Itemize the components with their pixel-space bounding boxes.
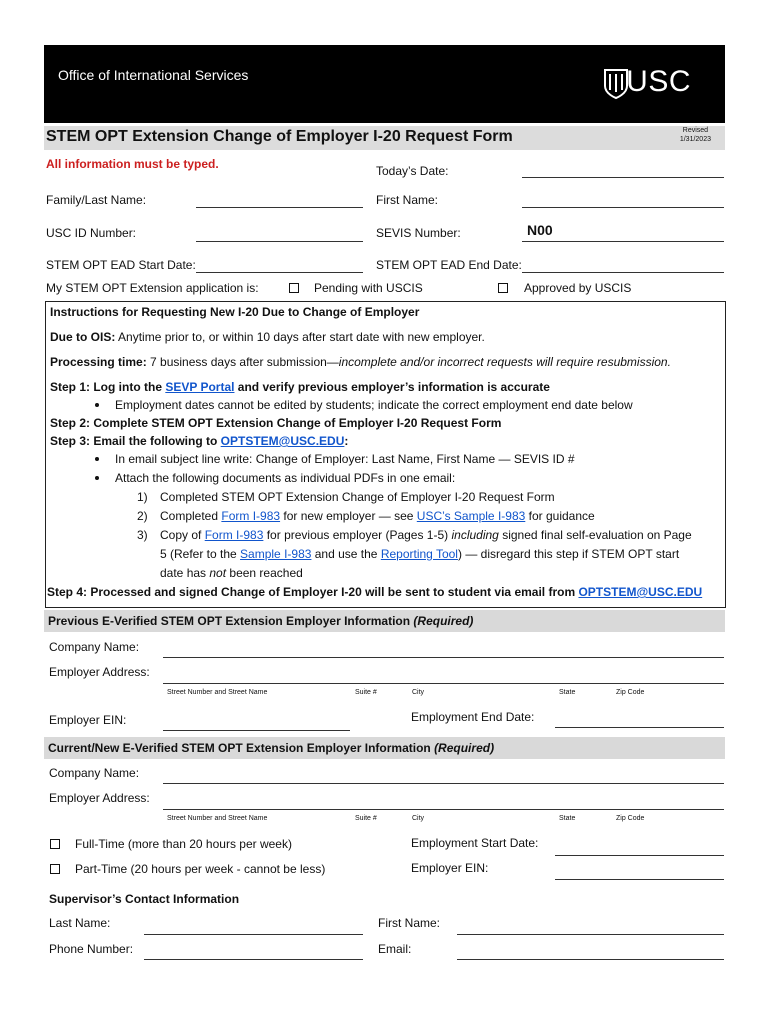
processing-label: Processing time: [50, 355, 147, 369]
sup-email-field[interactable] [457, 959, 724, 960]
sup-last-field[interactable] [144, 934, 363, 935]
due-line [50, 330, 485, 344]
step1-bullet: Employment dates cannot be edited by students; indicate the correct employment end date below [115, 398, 633, 412]
sevis-field[interactable] [522, 241, 724, 242]
revision-note [680, 126, 711, 144]
processing-warning: incomplete and/or incorrect requests will require resubmission. [338, 355, 671, 369]
usc-seal-icon [603, 68, 629, 100]
fulltime-checkbox[interactable] [50, 839, 60, 849]
item2 [160, 509, 595, 523]
curr-company-label: Company Name: [49, 766, 140, 780]
curr-ein-field[interactable] [555, 879, 724, 880]
curr-required: (Required) [434, 741, 495, 755]
sup-email-label: Email: [378, 942, 412, 956]
item3-text-g: date has [160, 566, 210, 580]
ead-start-field[interactable] [196, 272, 363, 273]
sup-phone-field[interactable] [144, 959, 363, 960]
sample-i983-link[interactable]: Sample I-983 [240, 547, 312, 561]
form-i983-link[interactable]: Form I-983 [204, 528, 264, 542]
office-title: Office of International Services [58, 67, 249, 83]
revised-date: 1/31/2023 [679, 136, 711, 143]
prev-suite-sublabel: Suite # [355, 689, 377, 696]
typed-notice: All information must be typed. [46, 157, 219, 171]
instructions-heading: Instructions for Requesting New I-20 Due to Change of Employer [50, 305, 420, 319]
sup-first-label: First Name: [378, 916, 441, 930]
step3-bullet1: In email subject line write: Change of Employer: Last Name, First Name — SEVIS ID # [115, 452, 575, 466]
curr-company-field[interactable] [163, 783, 724, 784]
sup-phone-label: Phone Number: [49, 942, 134, 956]
processing-text: 7 business days after submission— [146, 355, 339, 369]
bullet-icon [95, 476, 99, 480]
bullet-icon [95, 403, 99, 407]
due-label: Due to OIS: [50, 330, 116, 344]
item3-line3 [160, 566, 303, 580]
prev-company-field[interactable] [163, 657, 724, 658]
pending-checkbox[interactable] [289, 283, 299, 293]
prev-street-sublabel: Street Number and Street Name [167, 689, 268, 696]
due-text: Anytime prior to, or within 10 days after start date with new employer. [115, 330, 485, 344]
item3-text-d: 5 (Refer to the [160, 547, 241, 561]
prev-required: (Required) [413, 614, 474, 628]
step4-text: Step 4: Processed and signed Change of Employer I-20 will be sent to student via email from [47, 585, 579, 599]
prev-end-date-field[interactable] [555, 727, 724, 728]
todays-date-label: Today’s Date: [376, 164, 449, 178]
prev-address-field[interactable] [163, 683, 724, 684]
parttime-checkbox[interactable] [50, 864, 60, 874]
curr-suite-sublabel: Suite # [355, 815, 377, 822]
usc-id-label: USC ID Number: [46, 226, 137, 240]
sevis-prefix: N00 [527, 222, 553, 238]
prev-company-label: Company Name: [49, 640, 140, 654]
item3-number: 3) [137, 528, 148, 542]
approved-label: Approved by USCIS [524, 281, 632, 295]
app-status-label: My STEM OPT Extension application is: [46, 281, 259, 295]
fulltime-label: Full-Time (more than 20 hours per week) [75, 837, 292, 851]
prev-ein-label: Employer EIN: [49, 713, 127, 727]
item3-text-h: been reached [226, 566, 303, 580]
curr-address-label: Employer Address: [49, 791, 150, 805]
form-title: STEM OPT Extension Change of Employer I-20 Request Form [46, 128, 513, 145]
curr-zip-sublabel: Zip Code [616, 815, 645, 822]
form-i983-link[interactable]: Form I-983 [221, 509, 281, 523]
prev-address-label: Employer Address: [49, 665, 150, 679]
optstem-email-link[interactable]: OPTSTEM@USC.EDU [578, 585, 703, 599]
todays-date-field[interactable] [522, 177, 724, 178]
ead-end-field[interactable] [522, 272, 724, 273]
first-name-field[interactable] [522, 207, 724, 208]
supervisor-heading: Supervisor’s Contact Information [49, 892, 240, 906]
item2-number: 2) [137, 509, 148, 523]
item3-text-e: and use the [311, 547, 381, 561]
step1-text-a: Step 1: Log into the [50, 380, 166, 394]
curr-heading-text: Current/New E-Verified STEM OPT Extension Employer Information [48, 741, 435, 755]
step4 [47, 585, 702, 599]
item3-italic2: not [209, 566, 227, 580]
item3-line1 [160, 528, 692, 542]
item3-text-a: Copy of [160, 528, 205, 542]
optstem-email-link[interactable]: OPTSTEM@USC.EDU [220, 434, 345, 448]
family-name-label: Family/Last Name: [46, 193, 147, 207]
curr-address-field[interactable] [163, 809, 724, 810]
prev-ein-field[interactable] [163, 730, 350, 731]
curr-start-date-label: Employment Start Date: [411, 836, 539, 850]
step1 [50, 380, 550, 394]
form-title-bar [44, 126, 725, 150]
ead-start-label: STEM OPT EAD Start Date: [46, 258, 196, 272]
sup-last-label: Last Name: [49, 916, 111, 930]
curr-employer-heading [48, 741, 494, 755]
approved-checkbox[interactable] [498, 283, 508, 293]
item3-italic: including [451, 528, 499, 542]
family-name-field[interactable] [196, 207, 363, 208]
usc-id-field[interactable] [196, 241, 363, 242]
prev-heading-text: Previous E-Verified STEM OPT Extension Employer Information [48, 614, 414, 628]
usc-logo: USC [626, 65, 691, 98]
sevp-portal-link[interactable]: SEVP Portal [165, 380, 235, 394]
item1: Completed STEM OPT Extension Change of Employer I-20 Request Form [160, 490, 555, 504]
curr-state-sublabel: State [559, 815, 576, 822]
curr-city-sublabel: City [412, 815, 425, 822]
curr-street-sublabel: Street Number and Street Name [167, 815, 268, 822]
prev-employer-heading [48, 614, 473, 628]
first-name-label: First Name: [376, 193, 439, 207]
step3-text-a: Step 3: Email the following to [50, 434, 221, 448]
prev-state-sublabel: State [559, 689, 576, 696]
item3-text-b: for previous employer (Pages 1-5) [263, 528, 452, 542]
step3-bullet2: Attach the following documents as individual PDFs in one email: [115, 471, 456, 485]
ead-end-label: STEM OPT EAD End Date: [376, 258, 522, 272]
item3-text-f: ) — disregard this step if STEM OPT start [457, 547, 680, 561]
prev-zip-sublabel: Zip Code [616, 689, 645, 696]
curr-start-date-field[interactable] [555, 855, 724, 856]
processing-line [50, 355, 671, 369]
sup-first-field[interactable] [457, 934, 724, 935]
prev-end-date-label: Employment End Date: [411, 710, 535, 724]
item2-text-c: for guidance [525, 509, 595, 523]
bullet-icon [95, 457, 99, 461]
prev-city-sublabel: City [412, 689, 425, 696]
step1-text-b: and verify previous employer’s information is accurate [234, 380, 550, 394]
item1-number: 1) [137, 490, 148, 504]
item2-text-a: Completed [160, 509, 222, 523]
step3 [50, 434, 348, 448]
item2-text-b: for new employer — see [280, 509, 417, 523]
item3-line2 [160, 547, 679, 561]
curr-ein-label: Employer EIN: [411, 861, 489, 875]
reporting-tool-link[interactable]: Reporting Tool [380, 547, 458, 561]
sevis-label: SEVIS Number: [376, 226, 461, 240]
item3-text-c: signed final self-evaluation on Page [498, 528, 692, 542]
parttime-label: Part-Time (20 hours per week - cannot be less) [75, 862, 326, 876]
step3-text-b: : [344, 434, 349, 448]
revised-label: Revised [682, 127, 709, 134]
pending-label: Pending with USCIS [314, 281, 423, 295]
header-banner [44, 45, 725, 123]
step2: Step 2: Complete STEM OPT Extension Change of Employer I-20 Request Form [50, 416, 502, 430]
usc-sample-i983-link[interactable]: USC’s Sample I-983 [416, 509, 526, 523]
